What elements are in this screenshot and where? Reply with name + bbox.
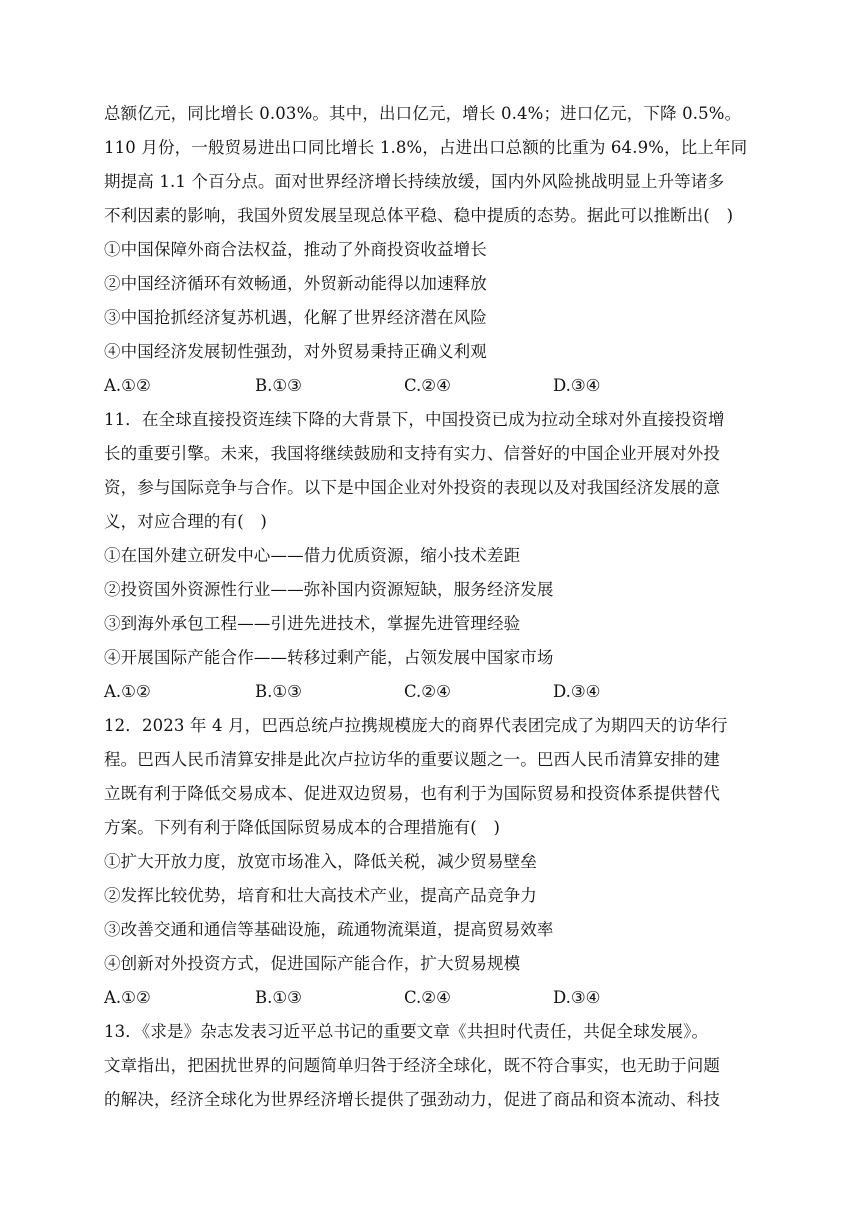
q10-option-c: C.②④	[404, 376, 451, 395]
q11-line-2: 长的重要引擎。未来，我国将继续鼓励和支持有实力、信誉好的中国企业开展对外投	[104, 444, 721, 463]
q13-line-3: 的解决，经济全球化为世界经济增长提供了强劲动力，促进了商品和资本流动、科技	[104, 1090, 721, 1109]
q11-option-d: D.③④	[553, 682, 601, 701]
q12-option-a: A.①②	[104, 988, 151, 1007]
q10-line-4: 不利因素的影响，我国外贸发展呈现总体平稳、稳中提质的态势。据此可以推断出( )	[104, 206, 734, 225]
q11-item-4: ④开展国际产能合作——转移过剩产能，占领发展中国家市场	[104, 648, 554, 667]
q12-line-2: 程。巴西人民币清算安排是此次卢拉访华的重要议题之一。巴西人民币清算安排的建	[104, 750, 721, 769]
q11-item-1: ①在国外建立研发中心——借力优质资源，缩小技术差距	[104, 546, 521, 565]
q12-line-4: 方案。下列有利于降低国际贸易成本的合理措施有( )	[104, 818, 501, 837]
q12-item-3: ③改善交通和通信等基础设施，疏通物流渠道，提高贸易效率	[104, 920, 554, 939]
q11-option-a: A.①②	[104, 682, 151, 701]
q11-option-b: B.①③	[255, 682, 302, 701]
q10-item-4: ④中国经济发展韧性强劲，对外贸易秉持正确义利观	[104, 342, 487, 361]
q11-line-3: 资，参与国际竞争与合作。以下是中国企业对外投资的表现以及对我国经济发展的意	[104, 478, 721, 497]
q10-option-d: D.③④	[553, 376, 601, 395]
q10-option-b: B.①③	[255, 376, 302, 395]
q11-item-2: ②投资国外资源性行业——弥补国内资源短缺，服务经济发展	[104, 580, 554, 599]
q11-item-3: ③到海外承包工程——引进先进技术，掌握先进管理经验	[104, 614, 521, 633]
q12-option-b: B.①③	[255, 988, 302, 1007]
q10-line-2: 110 月份，一般贸易进出口同比增长 1.8%，占进出口总额的比重为 64.9%，比上年同	[104, 138, 748, 157]
q13-line-2: 文章指出，把困扰世界的问题简单归咎于经济全球化，既不符合事实，也无助于问题	[104, 1056, 721, 1075]
q10-line-1: 总额亿元，同比增长 0.03%。其中，出口亿元，增长 0.4%；进口亿元，下降 0.5%。	[104, 104, 742, 123]
q10-line-3: 期提高 1.1 个百分点。面对世界经济增长持续放缓，国内外风险挑战明显上升等诸多	[104, 172, 725, 191]
q11-option-c: C.②④	[404, 682, 451, 701]
q10-item-3: ③中国抢抓经济复苏机遇，化解了世界经济潜在风险	[104, 308, 487, 327]
q12-option-c: C.②④	[404, 988, 451, 1007]
q10-item-1: ①中国保障外商合法权益，推动了外商投资收益增长	[104, 240, 487, 259]
q12-item-2: ②发挥比较优势，培育和壮大高技术产业，提高产品竞争力	[104, 886, 537, 905]
q11-line-4: 义，对应合理的有( )	[104, 512, 268, 531]
q12-item-4: ④创新对外投资方式，促进国际产能合作，扩大贸易规模	[104, 954, 521, 973]
q12-option-d: D.③④	[553, 988, 601, 1007]
q12-line-3: 立既有利于降低交易成本、促进双边贸易，也有利于为国际贸易和投资体系提供替代	[104, 784, 721, 803]
q13-line-1: 13．《求是》杂志发表习近平总书记的重要文章《共担时代责任，共促全球发展》。	[104, 1022, 709, 1041]
q10-item-2: ②中国经济循环有效畅通，外贸新动能得以加速释放	[104, 274, 487, 293]
q12-line-1: 12．2023 年 4 月，巴西总统卢拉携规模庞大的商界代表团完成了为期四天的访华行	[104, 716, 728, 735]
q11-line-1: 11．在全球直接投资连续下降的大背景下，中国投资已成为拉动全球对外直接投资增	[104, 410, 725, 429]
q10-option-a: A.①②	[104, 376, 151, 395]
q12-item-1: ①扩大开放力度，放宽市场准入，降低关税，减少贸易壁垒	[104, 852, 537, 871]
